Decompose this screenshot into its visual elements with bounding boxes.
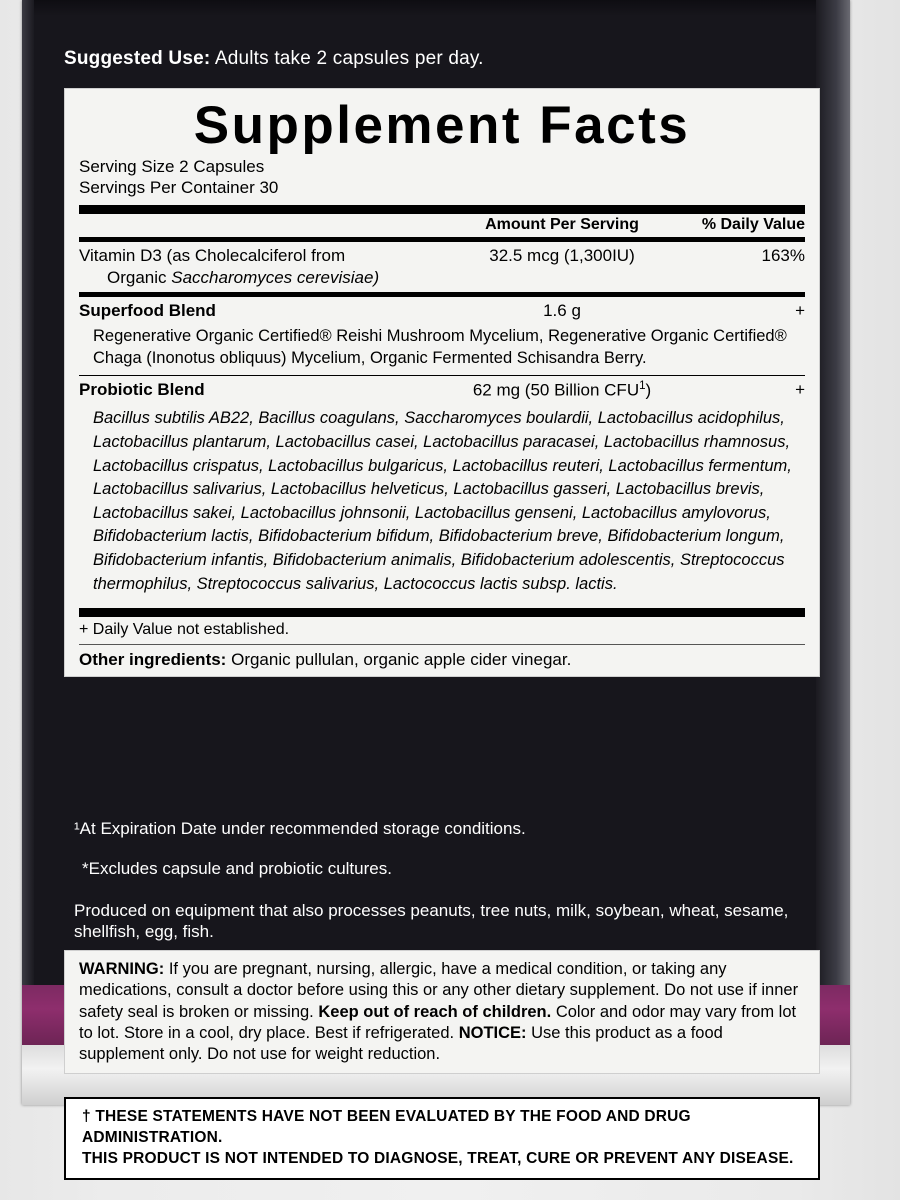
nutrient-name-line1: Vitamin D3 (as Cholecalciferol from bbox=[79, 245, 346, 265]
warning-label: WARNING: bbox=[79, 960, 165, 978]
probiotic-blend-amount bbox=[437, 379, 687, 402]
table-row bbox=[65, 297, 819, 325]
daily-value-footnote: + Daily Value not established. bbox=[79, 621, 290, 639]
nutrient-amount: 32.5 mcg (1,300IU) bbox=[489, 245, 635, 265]
divider-thick-bottom bbox=[79, 608, 805, 617]
header-daily-value: % Daily Value bbox=[701, 215, 805, 233]
box-left-edge bbox=[22, 0, 34, 1105]
nutrient-name-line2-plain: Organic bbox=[107, 267, 172, 287]
nutrient-daily-value: 163% bbox=[761, 245, 805, 265]
other-ingredients-line bbox=[65, 645, 819, 676]
warning-notice-label: NOTICE: bbox=[458, 1023, 527, 1042]
table-row bbox=[65, 376, 819, 405]
warning-keep-out-of-reach: Keep out of reach of children. bbox=[318, 1002, 552, 1021]
probiotic-footnote-marker: 1 bbox=[639, 379, 646, 392]
header-spacer bbox=[79, 216, 437, 234]
fda-disclaimer-box bbox=[64, 1097, 820, 1180]
warning-text-1: If you are pregnant, nursing, allergic, have a medical condition, or taking any medications, consult a doctor before using this or any other dietary supplement. Do not use if inner safety seal is broken or missing. bbox=[79, 960, 799, 1021]
box-top-edge bbox=[22, 0, 850, 16]
nutrient-name bbox=[79, 245, 437, 289]
expiration-note: ¹At Expiration Date under recommended storage conditions. bbox=[74, 819, 526, 838]
superfood-blend-description: Regenerative Organic Certified® Reishi Mushroom Mycelium, Regenerative Organic Certified® Chaga (Inonotus obliquus) Mycelium, Organic Fermented Schisandra Berry. bbox=[93, 326, 787, 367]
probiotic-amount-close: ) bbox=[645, 380, 652, 400]
servings-per-container: Servings Per Container 30 bbox=[79, 178, 279, 198]
fda-statement-line1: † THESE STATEMENTS HAVE NOT BEEN EVALUATED BY THE FOOD AND DRUG ADMINISTRATION. bbox=[82, 1108, 691, 1146]
dark-notes-block bbox=[66, 818, 826, 943]
fda-statement-line2: THIS PRODUCT IS NOT INTENDED TO DIAGNOSE, TREAT, CURE OR PREVENT ANY DISEASE. bbox=[82, 1149, 794, 1167]
suggested-use-text: Adults take 2 capsules per day. bbox=[214, 48, 484, 69]
superfood-blend-amount: 1.6 g bbox=[543, 300, 581, 320]
probiotic-blend-amount-text: 62 mg (50 Billion CFU bbox=[472, 380, 640, 400]
other-ingredients-label: Other ingredients: bbox=[79, 649, 227, 669]
probiotic-organisms-list: Bacillus subtilis AB22, Bacillus coagulans, Saccharomyces boulardii, Lactobacillus acidophilus, Lactobacillus plantarum, Lactobacillus casei, Lactobacillus paracasei, Lactobacillus rhamnosus, Lactobacillus crispatus, Lactobacillus bulgaricus, Lactobacillus reuteri, Lactobacillus fermentum, Lactobacillus salivarius, Lactobacillus helveticus, Lactobacillus gasseri, Lactobacillus brevis, Lactobacillus sakei, Lactobacillus johnsonii, Lactobacillus genseni, Lactobacillus amylovorus, Bifidobacterium lactis, Bifidobacterium bifidum, Bifidobacterium breve, Bifidobacterium longum, Bifidobacterium infantis, Bifidobacterium animalis, Bifidobacterium adolescentis, Streptococcus thermophilus, Streptococcus salivarius, Lactococcus lactis subsp. lactis. bbox=[93, 409, 792, 593]
facts-column-headers bbox=[65, 214, 819, 237]
nutrient-name-line2 bbox=[79, 267, 437, 289]
excludes-note: *Excludes capsule and probiotic cultures. bbox=[82, 858, 392, 878]
probiotic-blend-name: Probiotic Blend bbox=[79, 379, 205, 399]
divider-thick-top bbox=[79, 205, 805, 214]
other-ingredients-text: Organic pullulan, organic apple cider vinegar. bbox=[231, 649, 572, 669]
suggested-use-label: Suggested Use: bbox=[64, 48, 211, 69]
table-row bbox=[65, 242, 819, 292]
suggested-use-line bbox=[64, 48, 824, 70]
superfood-blend-daily-value: + bbox=[795, 300, 805, 320]
header-amount-per-serving: Amount Per Serving bbox=[485, 215, 639, 233]
supplement-facts-title: Supplement Facts bbox=[193, 96, 691, 155]
supplement-facts-panel bbox=[64, 88, 820, 677]
probiotic-blend-daily-value: + bbox=[795, 379, 805, 399]
superfood-blend-name: Superfood Blend bbox=[79, 300, 216, 320]
warning-panel bbox=[64, 950, 820, 1074]
warning-text-5: Use this product as a food supplement only. Do not use for weight reduction. bbox=[79, 1023, 723, 1064]
allergen-note: Produced on equipment that also processes peanuts, tree nuts, milk, soybean, wheat, sesame, shellfish, egg, fish. bbox=[74, 900, 789, 942]
warning-text-3: Color and odor may vary from lot to lot. Store in a cool, dry place. Best if refrigerated. bbox=[79, 1002, 797, 1042]
serving-size: Serving Size 2 Capsules bbox=[79, 157, 265, 176]
nutrient-name-line2-italic: Saccharomyces cerevisiae) bbox=[171, 267, 380, 287]
